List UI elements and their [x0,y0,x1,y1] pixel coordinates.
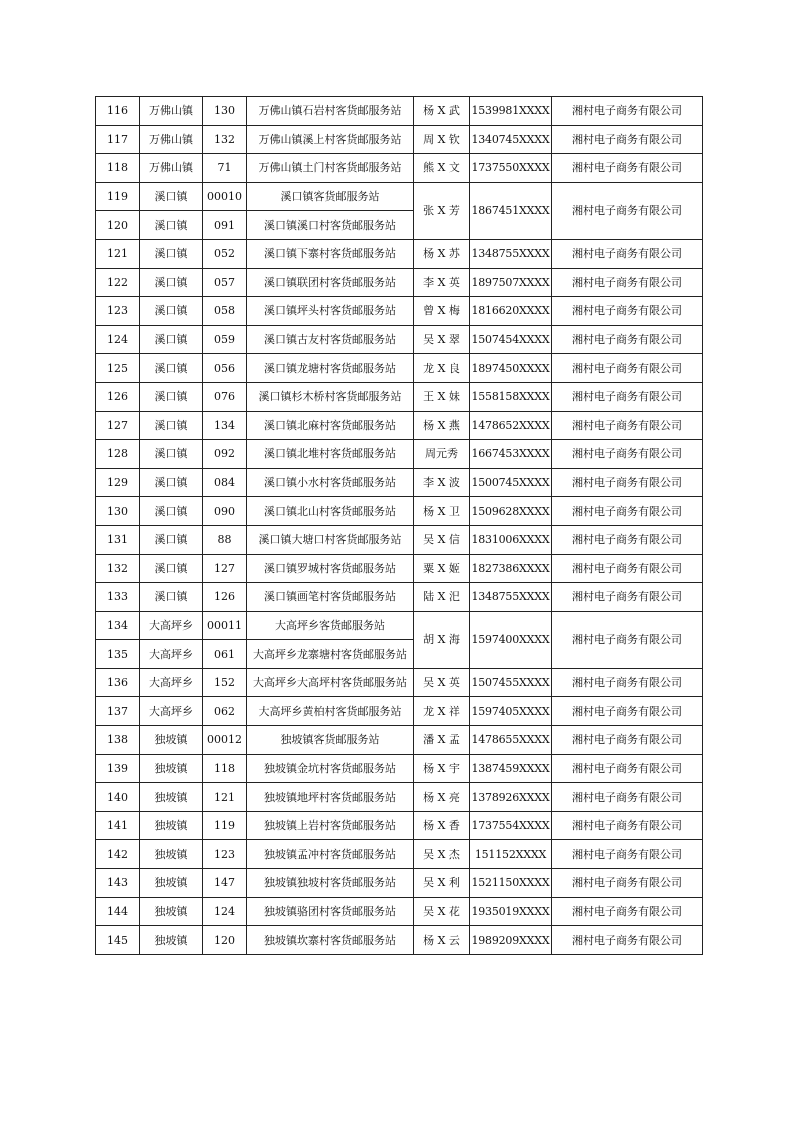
station-code-cell: 062 [203,697,247,726]
contact-person-cell: 周 X 钦 [414,125,470,154]
table-row [96,668,703,697]
contact-person-cell: 陆 X 汜 [414,583,470,612]
station-code-cell: 132 [203,125,247,154]
table-row [96,325,703,354]
row-number-cell: 134 [96,611,140,640]
contact-person-cell: 杨 X 燕 [414,411,470,440]
township-cell: 溪口镇 [140,554,203,583]
company-cell: 湘村电子商务有限公司 [552,354,703,383]
station-name-cell: 大高坪乡大高坪村客货邮服务站 [247,668,414,697]
phone-cell: 1897507XXXX [470,268,552,297]
contact-person-cell: 吴 X 花 [414,897,470,926]
phone-cell: 1558158XXXX [470,382,552,411]
station-code-cell: 059 [203,325,247,354]
company-cell: 湘村电子商务有限公司 [552,411,703,440]
row-number-cell: 130 [96,497,140,526]
township-cell: 溪口镇 [140,411,203,440]
row-number-cell: 141 [96,811,140,840]
station-code-cell: 061 [203,640,247,669]
table-row [96,726,703,755]
phone-cell: 1539981XXXX [470,97,552,126]
company-cell: 湘村电子商务有限公司 [552,182,703,239]
company-cell: 湘村电子商务有限公司 [552,726,703,755]
contact-person-cell: 胡 X 海 [414,611,470,668]
roster-body [96,97,703,955]
station-name-cell: 独坡镇骆团村客货邮服务站 [247,897,414,926]
row-number-cell: 121 [96,239,140,268]
contact-person-cell: 吴 X 翠 [414,325,470,354]
table-row [96,554,703,583]
contact-person-cell: 王 X 妹 [414,382,470,411]
table-row [96,468,703,497]
contact-person-cell: 杨 X 卫 [414,497,470,526]
row-number-cell: 116 [96,97,140,126]
contact-person-cell: 曾 X 梅 [414,297,470,326]
row-number-cell: 117 [96,125,140,154]
station-code-cell: 120 [203,926,247,955]
phone-cell: 151152XXXX [470,840,552,869]
phone-cell: 1597400XXXX [470,611,552,668]
row-number-cell: 129 [96,468,140,497]
phone-cell: 1348755XXXX [470,239,552,268]
station-name-cell: 大高坪乡客货邮服务站 [247,611,414,640]
company-cell: 湘村电子商务有限公司 [552,239,703,268]
station-name-cell: 溪口镇小水村客货邮服务站 [247,468,414,497]
township-cell: 溪口镇 [140,382,203,411]
station-code-cell: 123 [203,840,247,869]
company-cell: 湘村电子商务有限公司 [552,525,703,554]
contact-person-cell: 周元秀 [414,440,470,469]
contact-person-cell: 杨 X 宇 [414,754,470,783]
township-cell: 溪口镇 [140,325,203,354]
company-cell: 湘村电子商务有限公司 [552,440,703,469]
row-number-cell: 126 [96,382,140,411]
row-number-cell: 127 [96,411,140,440]
phone-cell: 1387459XXXX [470,754,552,783]
station-code-cell: 118 [203,754,247,783]
table-row [96,697,703,726]
contact-person-cell: 吴 X 杰 [414,840,470,869]
station-name-cell: 独坡镇独坡村客货邮服务站 [247,869,414,898]
township-cell: 万佛山镇 [140,97,203,126]
station-code-cell: 00010 [203,182,247,211]
station-code-cell: 71 [203,154,247,183]
phone-cell: 1737550XXXX [470,154,552,183]
phone-cell: 1737554XXXX [470,811,552,840]
township-cell: 独坡镇 [140,840,203,869]
contact-person-cell: 吴 X 利 [414,869,470,898]
contact-person-cell: 李 X 英 [414,268,470,297]
station-code-cell: 052 [203,239,247,268]
station-name-cell: 大高坪乡黄柏村客货邮服务站 [247,697,414,726]
table-row [96,154,703,183]
station-code-cell: 130 [203,97,247,126]
contact-person-cell: 杨 X 武 [414,97,470,126]
township-cell: 溪口镇 [140,583,203,612]
station-code-cell: 134 [203,411,247,440]
company-cell: 湘村电子商务有限公司 [552,668,703,697]
contact-person-cell: 杨 X 香 [414,811,470,840]
contact-person-cell: 龙 X 祥 [414,697,470,726]
phone-cell: 1507454XXXX [470,325,552,354]
company-cell: 湘村电子商务有限公司 [552,754,703,783]
phone-cell: 1867451XXXX [470,182,552,239]
company-cell: 湘村电子商务有限公司 [552,497,703,526]
township-cell: 独坡镇 [140,811,203,840]
contact-person-cell: 杨 X 云 [414,926,470,955]
phone-cell: 1897450XXXX [470,354,552,383]
phone-cell: 1667453XXXX [470,440,552,469]
township-cell: 万佛山镇 [140,125,203,154]
contact-person-cell: 吴 X 英 [414,668,470,697]
contact-person-cell: 潘 X 孟 [414,726,470,755]
township-cell: 大高坪乡 [140,697,203,726]
station-code-cell: 057 [203,268,247,297]
row-number-cell: 124 [96,325,140,354]
company-cell: 湘村电子商务有限公司 [552,840,703,869]
row-number-cell: 142 [96,840,140,869]
station-code-cell: 152 [203,668,247,697]
table-row [96,783,703,812]
phone-cell: 1935019XXXX [470,897,552,926]
station-code-cell: 090 [203,497,247,526]
station-code-cell: 88 [203,525,247,554]
phone-cell: 1509628XXXX [470,497,552,526]
township-cell: 独坡镇 [140,926,203,955]
phone-cell: 1348755XXXX [470,583,552,612]
table-row [96,97,703,126]
township-cell: 溪口镇 [140,211,203,240]
station-name-cell: 独坡镇客货邮服务站 [247,726,414,755]
station-roster-table [95,96,703,955]
township-cell: 溪口镇 [140,468,203,497]
row-number-cell: 144 [96,897,140,926]
company-cell: 湘村电子商务有限公司 [552,926,703,955]
contact-person-cell: 杨 X 亮 [414,783,470,812]
station-name-cell: 溪口镇北堆村客货邮服务站 [247,440,414,469]
row-number-cell: 135 [96,640,140,669]
township-cell: 溪口镇 [140,354,203,383]
station-name-cell: 溪口镇坪头村客货邮服务站 [247,297,414,326]
company-cell: 湘村电子商务有限公司 [552,811,703,840]
station-code-cell: 00012 [203,726,247,755]
township-cell: 大高坪乡 [140,668,203,697]
phone-cell: 1816620XXXX [470,297,552,326]
township-cell: 独坡镇 [140,783,203,812]
company-cell: 湘村电子商务有限公司 [552,554,703,583]
phone-cell: 1827386XXXX [470,554,552,583]
company-cell: 湘村电子商务有限公司 [552,783,703,812]
township-cell: 溪口镇 [140,268,203,297]
station-code-cell: 126 [203,583,247,612]
table-row [96,268,703,297]
township-cell: 溪口镇 [140,182,203,211]
station-code-cell: 00011 [203,611,247,640]
table-row [96,897,703,926]
table-row [96,754,703,783]
table-row [96,497,703,526]
station-code-cell: 084 [203,468,247,497]
table-row [96,239,703,268]
row-number-cell: 122 [96,268,140,297]
company-cell: 湘村电子商务有限公司 [552,897,703,926]
phone-cell: 1500745XXXX [470,468,552,497]
station-code-cell: 124 [203,897,247,926]
company-cell: 湘村电子商务有限公司 [552,125,703,154]
station-name-cell: 溪口镇溪口村客货邮服务站 [247,211,414,240]
table-row [96,411,703,440]
row-number-cell: 125 [96,354,140,383]
station-name-cell: 溪口镇客货邮服务站 [247,182,414,211]
table-row [96,182,703,211]
station-name-cell: 溪口镇古友村客货邮服务站 [247,325,414,354]
station-name-cell: 万佛山镇土门村客货邮服务站 [247,154,414,183]
row-number-cell: 132 [96,554,140,583]
township-cell: 大高坪乡 [140,611,203,640]
row-number-cell: 133 [96,583,140,612]
table-row [96,583,703,612]
contact-person-cell: 熊 X 文 [414,154,470,183]
station-name-cell: 独坡镇孟冲村客货邮服务站 [247,840,414,869]
phone-cell: 1378926XXXX [470,783,552,812]
station-name-cell: 溪口镇北麻村客货邮服务站 [247,411,414,440]
company-cell: 湘村电子商务有限公司 [552,468,703,497]
station-code-cell: 121 [203,783,247,812]
company-cell: 湘村电子商务有限公司 [552,382,703,411]
contact-person-cell: 龙 X 良 [414,354,470,383]
company-cell: 湘村电子商务有限公司 [552,869,703,898]
row-number-cell: 119 [96,182,140,211]
station-name-cell: 独坡镇金坑村客货邮服务站 [247,754,414,783]
station-name-cell: 溪口镇大塘口村客货邮服务站 [247,525,414,554]
company-cell: 湘村电子商务有限公司 [552,583,703,612]
row-number-cell: 118 [96,154,140,183]
township-cell: 万佛山镇 [140,154,203,183]
station-code-cell: 127 [203,554,247,583]
contact-person-cell: 李 X 波 [414,468,470,497]
township-cell: 溪口镇 [140,239,203,268]
township-cell: 独坡镇 [140,897,203,926]
table-row [96,840,703,869]
township-cell: 溪口镇 [140,440,203,469]
township-cell: 溪口镇 [140,525,203,554]
township-cell: 独坡镇 [140,754,203,783]
contact-person-cell: 张 X 芳 [414,182,470,239]
station-name-cell: 大高坪乡龙寨塘村客货邮服务站 [247,640,414,669]
station-name-cell: 溪口镇画笔村客货邮服务站 [247,583,414,612]
station-code-cell: 092 [203,440,247,469]
row-number-cell: 145 [96,926,140,955]
station-name-cell: 独坡镇坎寨村客货邮服务站 [247,926,414,955]
station-name-cell: 溪口镇下寨村客货邮服务站 [247,239,414,268]
township-cell: 大高坪乡 [140,640,203,669]
phone-cell: 1597405XXXX [470,697,552,726]
table-row [96,382,703,411]
township-cell: 独坡镇 [140,869,203,898]
row-number-cell: 120 [96,211,140,240]
phone-cell: 1507455XXXX [470,668,552,697]
row-number-cell: 138 [96,726,140,755]
table-row [96,125,703,154]
row-number-cell: 139 [96,754,140,783]
phone-cell: 1831006XXXX [470,525,552,554]
township-cell: 独坡镇 [140,726,203,755]
station-code-cell: 056 [203,354,247,383]
company-cell: 湘村电子商务有限公司 [552,611,703,668]
row-number-cell: 140 [96,783,140,812]
station-name-cell: 溪口镇杉木桥村客货邮服务站 [247,382,414,411]
row-number-cell: 143 [96,869,140,898]
station-name-cell: 溪口镇罗城村客货邮服务站 [247,554,414,583]
row-number-cell: 131 [96,525,140,554]
station-name-cell: 独坡镇地坪村客货邮服务站 [247,783,414,812]
station-code-cell: 147 [203,869,247,898]
phone-cell: 1989209XXXX [470,926,552,955]
phone-cell: 1521150XXXX [470,869,552,898]
township-cell: 溪口镇 [140,497,203,526]
station-code-cell: 119 [203,811,247,840]
station-name-cell: 溪口镇北山村客货邮服务站 [247,497,414,526]
table-row [96,354,703,383]
table-row [96,869,703,898]
station-name-cell: 溪口镇龙塘村客货邮服务站 [247,354,414,383]
township-cell: 溪口镇 [140,297,203,326]
contact-person-cell: 杨 X 苏 [414,239,470,268]
row-number-cell: 123 [96,297,140,326]
row-number-cell: 137 [96,697,140,726]
company-cell: 湘村电子商务有限公司 [552,154,703,183]
table-row [96,811,703,840]
row-number-cell: 128 [96,440,140,469]
company-cell: 湘村电子商务有限公司 [552,325,703,354]
station-name-cell: 万佛山镇石岩村客货邮服务站 [247,97,414,126]
station-name-cell: 独坡镇上岩村客货邮服务站 [247,811,414,840]
table-row [96,440,703,469]
phone-cell: 1478655XXXX [470,726,552,755]
phone-cell: 1340745XXXX [470,125,552,154]
table-row [96,611,703,640]
company-cell: 湘村电子商务有限公司 [552,697,703,726]
row-number-cell: 136 [96,668,140,697]
table-row [96,525,703,554]
station-code-cell: 076 [203,382,247,411]
company-cell: 湘村电子商务有限公司 [552,97,703,126]
table-row [96,297,703,326]
contact-person-cell: 粟 X 姬 [414,554,470,583]
phone-cell: 1478652XXXX [470,411,552,440]
company-cell: 湘村电子商务有限公司 [552,297,703,326]
station-code-cell: 091 [203,211,247,240]
station-name-cell: 溪口镇联团村客货邮服务站 [247,268,414,297]
company-cell: 湘村电子商务有限公司 [552,268,703,297]
table-row [96,926,703,955]
station-code-cell: 058 [203,297,247,326]
station-name-cell: 万佛山镇溪上村客货邮服务站 [247,125,414,154]
contact-person-cell: 吴 X 信 [414,525,470,554]
